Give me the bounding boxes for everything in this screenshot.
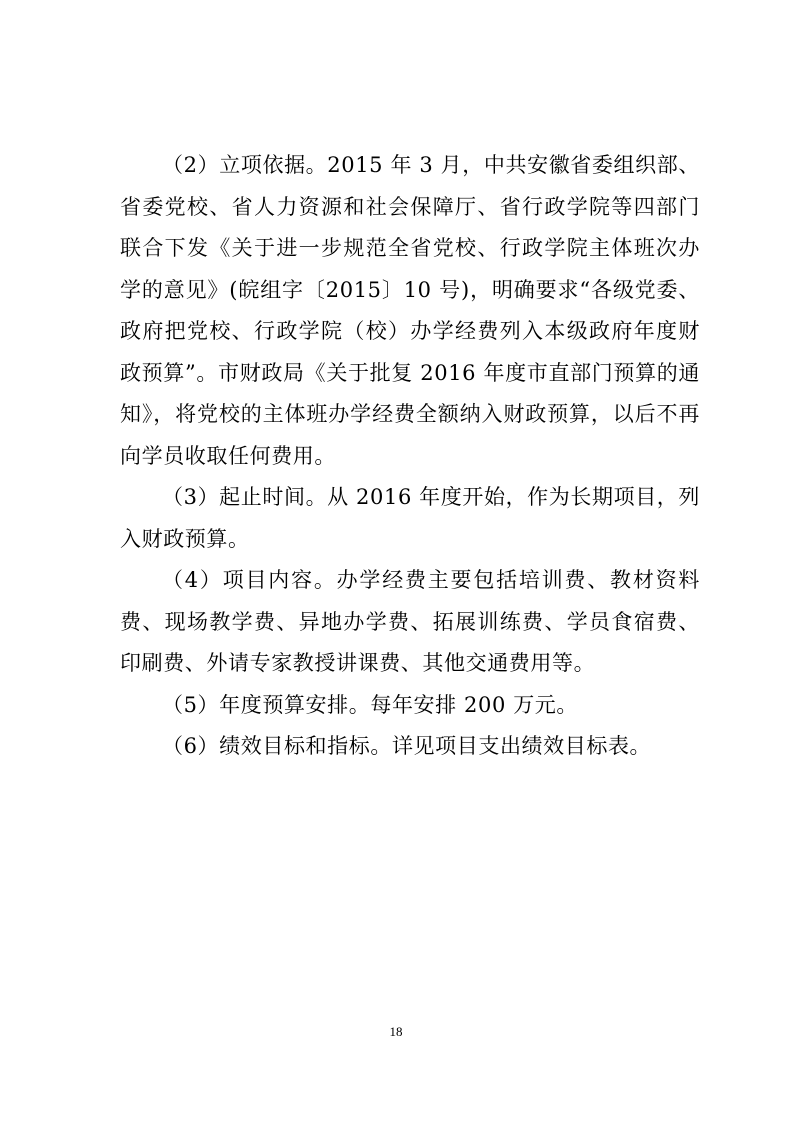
page-number: 18 [389,1024,403,1039]
paragraph-performance-goals: （6）绩效目标和指标。详见项目支出绩效目标表。 [162,734,652,758]
document-body [120,145,700,768]
paragraph-project-basis: （2）立项依据。2015 年 3 月，中共安徽省委组织部、省委党校、省人力资源和社会保障厅、省行政学院等四部门联合下发《关于进一步规范全省党校、行政学院主体班次办学的意见》(皖组字〔2015〕10 号)，明确要求“各级党委、政府把党校、行政学院（校）办学经费列入本级政府年度财政预算”。市财政局《关于批复 2016 年度市直部门预算的通知》，将党校的主体班办学经费全额纳入财政预算，以后不再向学员收取任何费用。 [120,153,700,468]
paragraph-annual-budget: （5）年度预算安排。每年安排 200 万元。 [162,692,578,717]
paragraph-time-span: （3）起止时间。从 2016 年度开始，作为长期项目，列入财政预算。 [120,485,700,551]
paragraph-project-content: （4）项目内容。办学经费主要包括培训费、教材资料费、现场教学费、异地办学费、拓展训练费、学员食宿费、印刷费、外请专家教授讲课费、其他交通费用等。 [120,568,700,675]
